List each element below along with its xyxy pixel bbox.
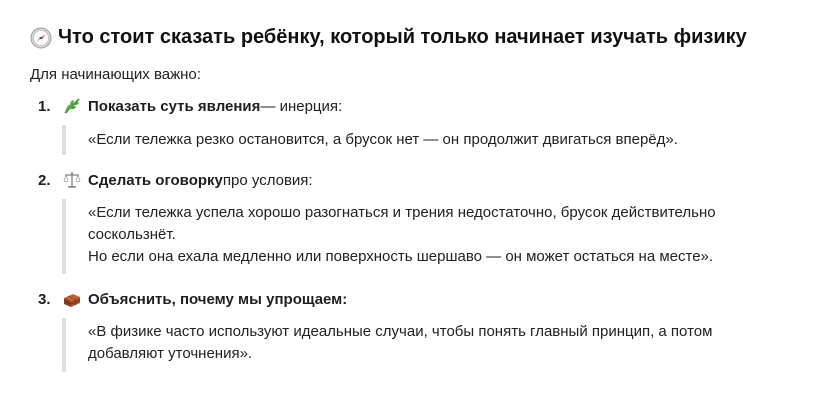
item-title: Показать суть явления xyxy=(88,97,261,115)
bricks-icon xyxy=(62,289,82,309)
herb-icon xyxy=(62,96,82,116)
quote-line: «Если тележка успела хорошо разогнаться и трения недостаточно, брусок действительно xyxy=(88,204,716,221)
item-number: 3. xyxy=(38,290,51,308)
heading-text: Что стоит сказать ребёнку, который только начинает изучать физику xyxy=(58,26,747,48)
compass-icon xyxy=(30,27,52,49)
blockquote xyxy=(62,199,716,274)
item-title: Объяснить, почему мы упрощаем: xyxy=(88,290,348,308)
intro-text: Для начинающих важно: xyxy=(30,66,201,83)
quote-line: соскользнёт. xyxy=(88,226,176,243)
list-item xyxy=(38,96,342,116)
quote-line: «Если тележка резко остановится, а брусок нет — он продолжит двигаться вперёд». xyxy=(88,131,678,148)
blockquote xyxy=(62,318,712,372)
item-title: Сделать оговорку xyxy=(88,171,223,189)
list-item xyxy=(38,289,347,309)
balance-scale-icon xyxy=(62,170,82,190)
quote-line: добавляют уточнения». xyxy=(88,345,253,362)
quote-line: Но если она ехала медленно или поверхность шершаво — он может остаться на месте». xyxy=(88,248,714,265)
blockquote xyxy=(62,125,678,155)
item-number: 1. xyxy=(38,97,51,115)
quote-line: «В физике часто используют идеальные случаи, чтобы понять главный принцип, а потом xyxy=(88,323,713,340)
list-item xyxy=(38,170,313,190)
item-rest: — инерция: xyxy=(260,97,343,115)
item-number: 2. xyxy=(38,171,51,189)
section-heading xyxy=(30,26,747,49)
item-rest: про условия: xyxy=(222,171,313,189)
